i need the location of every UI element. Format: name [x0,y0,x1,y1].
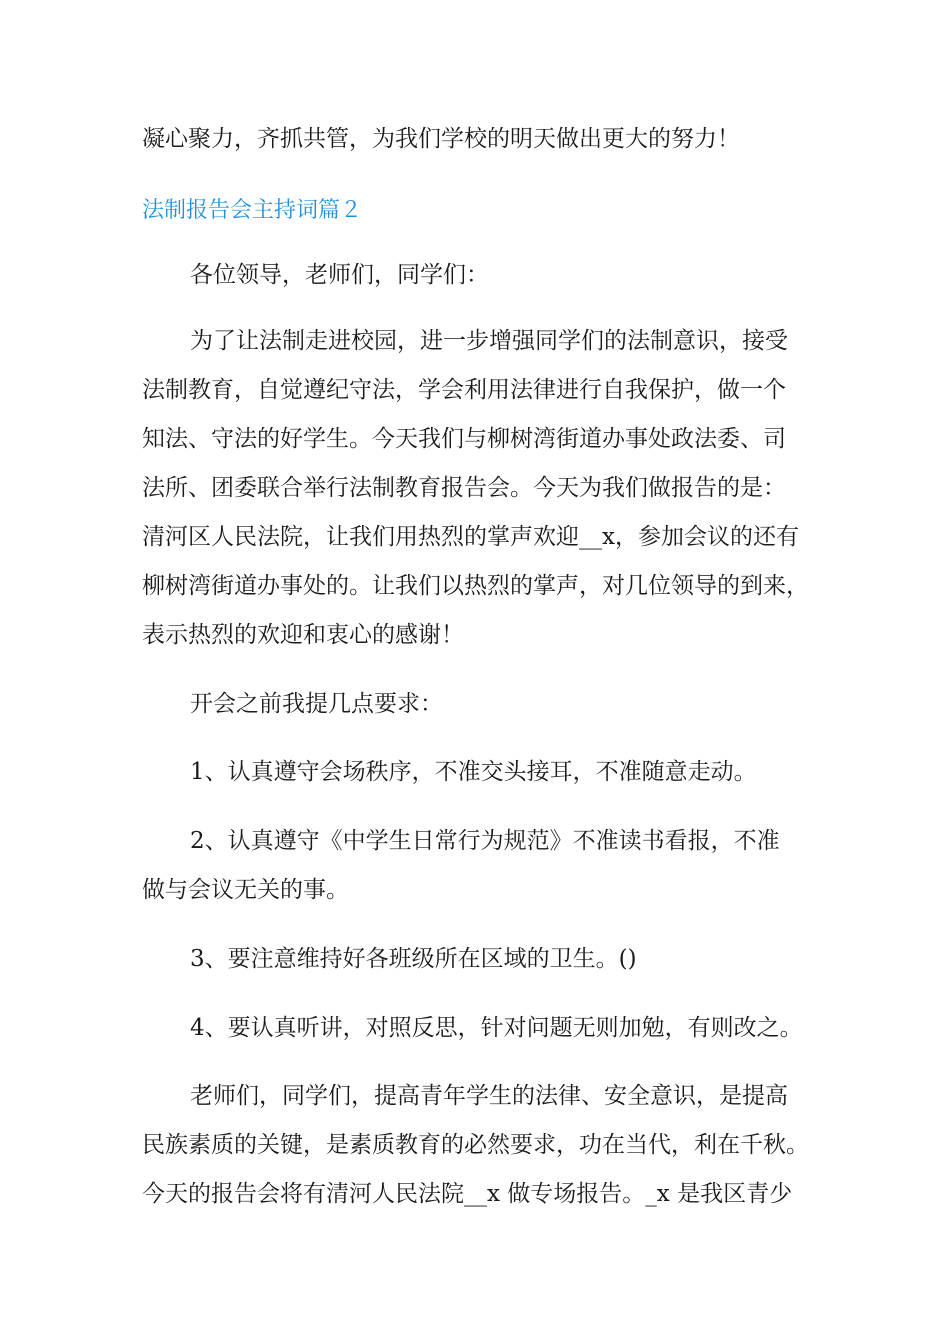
intro-line: 凝心聚力，齐抓共管，为我们学校的明天做出更大的努力！ [142,126,740,152]
greeting-line: 各位领导，老师们，同学们： [190,262,489,288]
paragraph-1-line: 知法、守法的好学生。今天我们与柳树湾街道办事处政法委、司 [142,426,786,452]
section-heading: 法制报告会主持词篇２ [142,198,363,223]
paragraph-1-line: 法制教育，自觉遵纪守法，学会利用法律进行自我保护，做一个 [142,377,786,403]
requirements-intro: 开会之前我提几点要求： [190,691,443,717]
requirement-1: 1、认真遵守会场秩序，不准交头接耳，不准随意走动。 [190,759,757,785]
paragraph-1-line: 清河区人民法院，让我们用热烈的掌声欢迎__x，参加会议的还有 [142,524,799,550]
requirement-2-line: 2、认真遵守《中学生日常行为规范》不准读书看报，不准 [190,828,780,854]
paragraph-2-line: 民族素质的关键，是素质教育的必然要求，功在当代，利在千秋。 [142,1132,809,1158]
requirement-3: 3、要注意维持好各班级所在区域的卫生。() [190,946,637,972]
paragraph-2-line: 老师们，同学们，提高青年学生的法律、安全意识，是提高 [190,1083,788,1109]
paragraph-2-line: 今天的报告会将有清河人民法院__x 做专场报告。_x 是我区青少 [142,1181,793,1207]
requirement-4: 4、要认真听讲，对照反思，针对问题无则加勉，有则改之。 [190,1015,803,1041]
requirement-2-line: 做与会议无关的事。 [142,877,349,903]
paragraph-1-line: 柳树湾街道办事处的。让我们以热烈的掌声，对几位领导的到来， [142,573,809,599]
paragraph-1-line: 法所、团委联合举行法制教育报告会。今天为我们做报告的是： [142,475,786,501]
paragraph-1-line: 表示热烈的欢迎和衷心的感谢！ [142,622,464,648]
paragraph-1-line: 为了让法制走进校园，进一步增强同学们的法制意识，接受 [190,328,788,354]
